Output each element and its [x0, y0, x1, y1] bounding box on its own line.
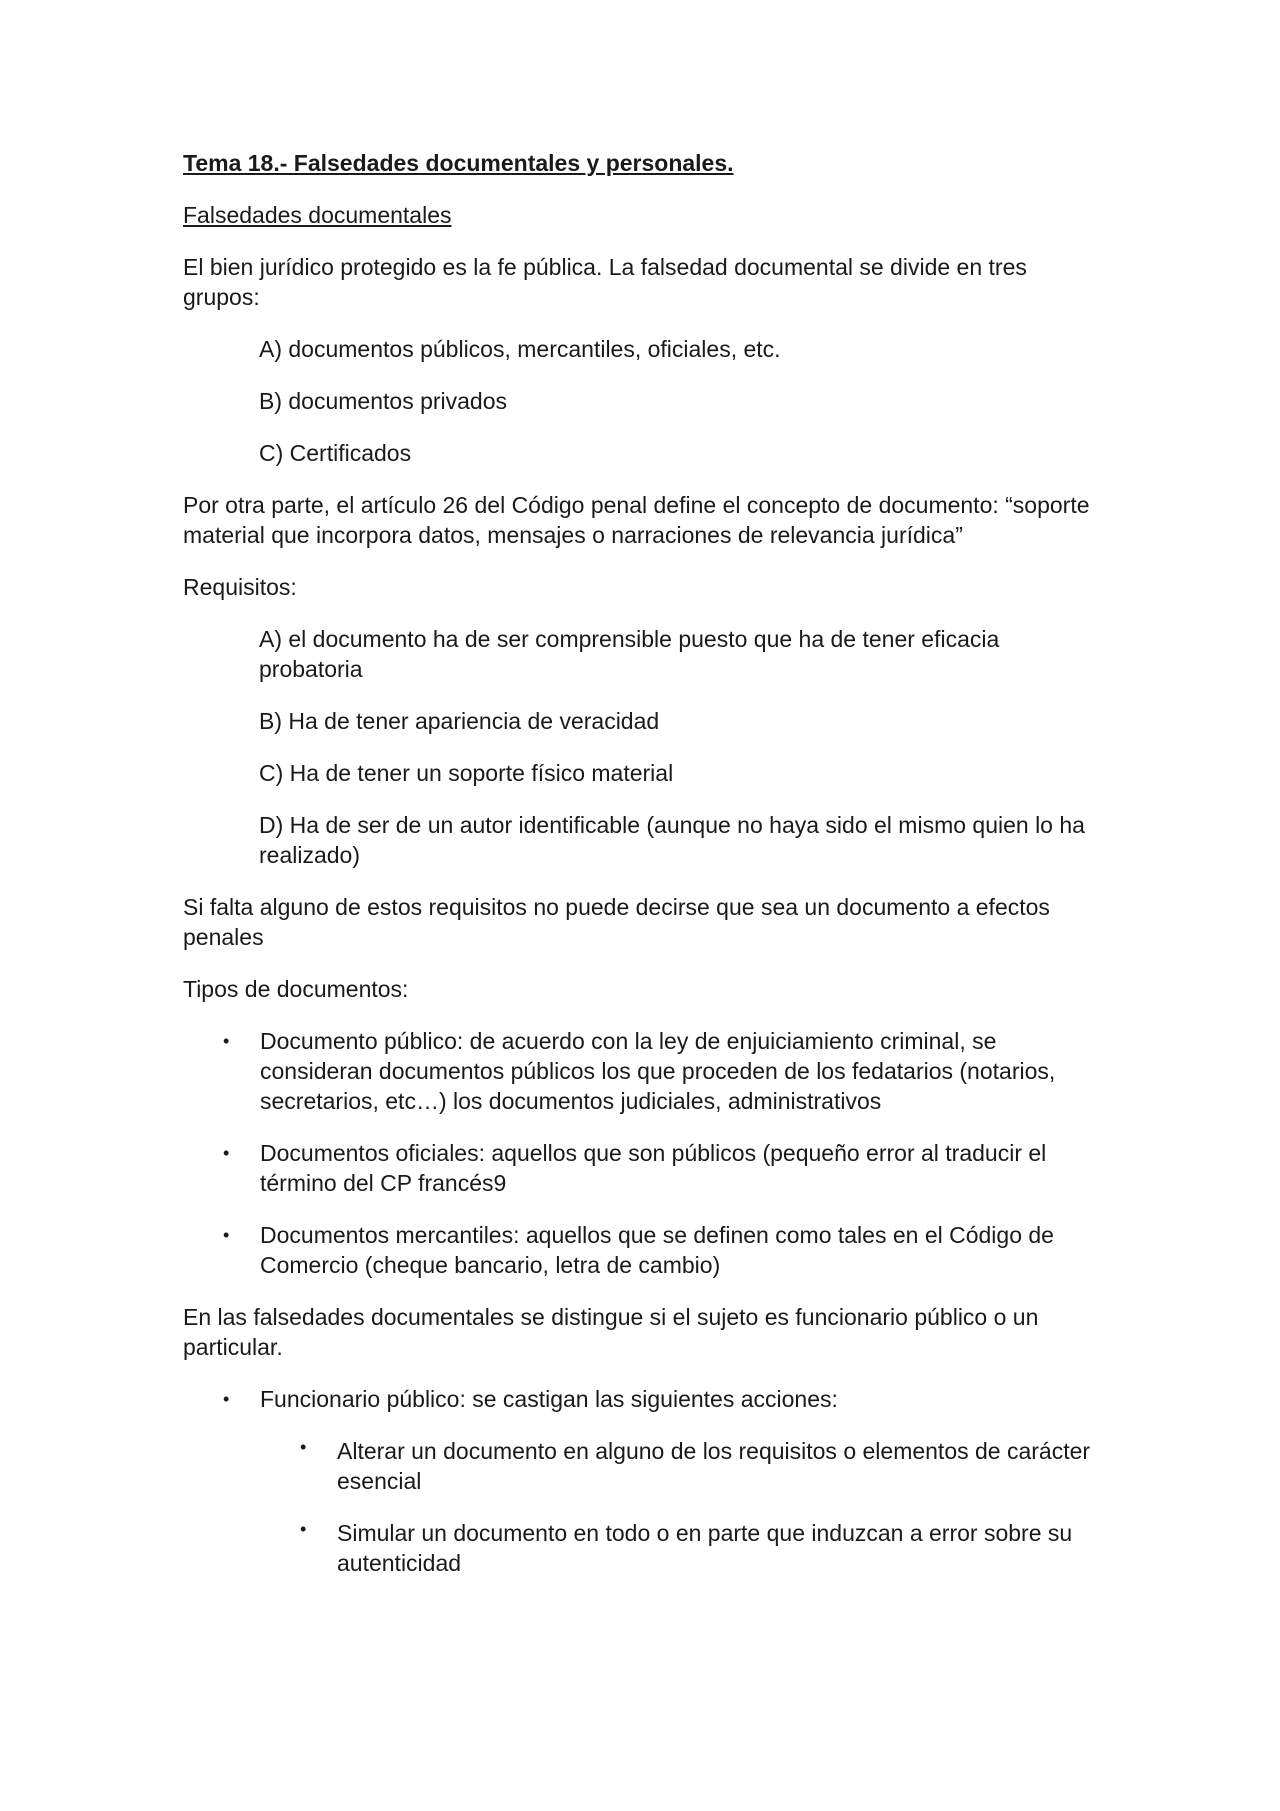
bullet-icon: •: [300, 1519, 307, 1539]
action-text: Alterar un documento en alguno de los requisitos o elementos de carácter esencial: [337, 1438, 1091, 1494]
definition-paragraph: Por otra parte, el artículo 26 del Código penal define el concepto de documento: “soporte material que incorpora datos, mensajes o narraciones de relevancia jurídica”: [183, 492, 1090, 548]
requirements-list: [183, 624, 1103, 870]
document-body: [183, 148, 1103, 1600]
types-list: [183, 1026, 1103, 1280]
requirement-item: C) Ha de tener un soporte físico material: [259, 760, 674, 786]
list-item: [260, 1518, 1103, 1578]
official-actions-list: [260, 1436, 1103, 1578]
missing-requirement-paragraph: Si falta alguno de estos requisitos no puede decirse que sea un documento a efectos penales: [183, 894, 1050, 950]
bullet-icon: •: [223, 1143, 230, 1163]
bullet-icon: •: [223, 1389, 230, 1409]
action-text: Simular un documento en todo o en parte que induzcan a error sobre su autenticidad: [337, 1520, 1073, 1576]
section-heading: Falsedades documentales: [183, 202, 452, 228]
list-item: [183, 1384, 1103, 1578]
requirement-item: B) Ha de tener apariencia de veracidad: [259, 708, 660, 734]
type-text: Documentos mercantiles: aquellos que se definen como tales en el Código de Comercio (cheque bancario, letra de cambio): [260, 1222, 1054, 1278]
group-item: A) documentos públicos, mercantiles, oficiales, etc.: [259, 336, 781, 362]
type-text: Documento público: de acuerdo con la ley de enjuiciamiento criminal, se consideran documentos públicos los que proceden de los fedatarios (notarios, secretarios, etc…) los documentos judiciales, administrativos: [260, 1028, 1056, 1114]
subject-list: [183, 1384, 1103, 1578]
requirement-item: D) Ha de ser de un autor identificable (aunque no haya sido el mismo quien lo ha realizado): [259, 812, 1085, 868]
groups-list: [183, 334, 1103, 468]
official-label: Funcionario público: se castigan las siguientes acciones:: [260, 1386, 838, 1412]
page-title: Tema 18.- Falsedades documentales y personales.: [183, 150, 734, 176]
bullet-icon: •: [300, 1437, 307, 1457]
type-text: Documentos oficiales: aquellos que son públicos (pequeño error al traducir el término del CP francés9: [260, 1140, 1047, 1196]
list-item: [183, 1220, 1103, 1280]
intro-paragraph: El bien jurídico protegido es la fe pública. La falsedad documental se divide en tres grupos:: [183, 254, 1027, 310]
types-label: Tipos de documentos:: [183, 976, 409, 1002]
list-item: [183, 1026, 1103, 1116]
requirement-item: A) el documento ha de ser comprensible puesto que ha de tener eficacia probatoria: [259, 626, 1000, 682]
requirements-label: Requisitos:: [183, 574, 297, 600]
bullet-icon: •: [223, 1031, 230, 1051]
bullet-icon: •: [223, 1225, 230, 1245]
group-item: C) Certificados: [259, 440, 412, 466]
group-item: B) documentos privados: [259, 388, 508, 414]
subject-distinction-paragraph: En las falsedades documentales se distingue si el sujeto es funcionario público o un particular.: [183, 1304, 1039, 1360]
list-item: [260, 1436, 1103, 1496]
list-item: [183, 1138, 1103, 1198]
